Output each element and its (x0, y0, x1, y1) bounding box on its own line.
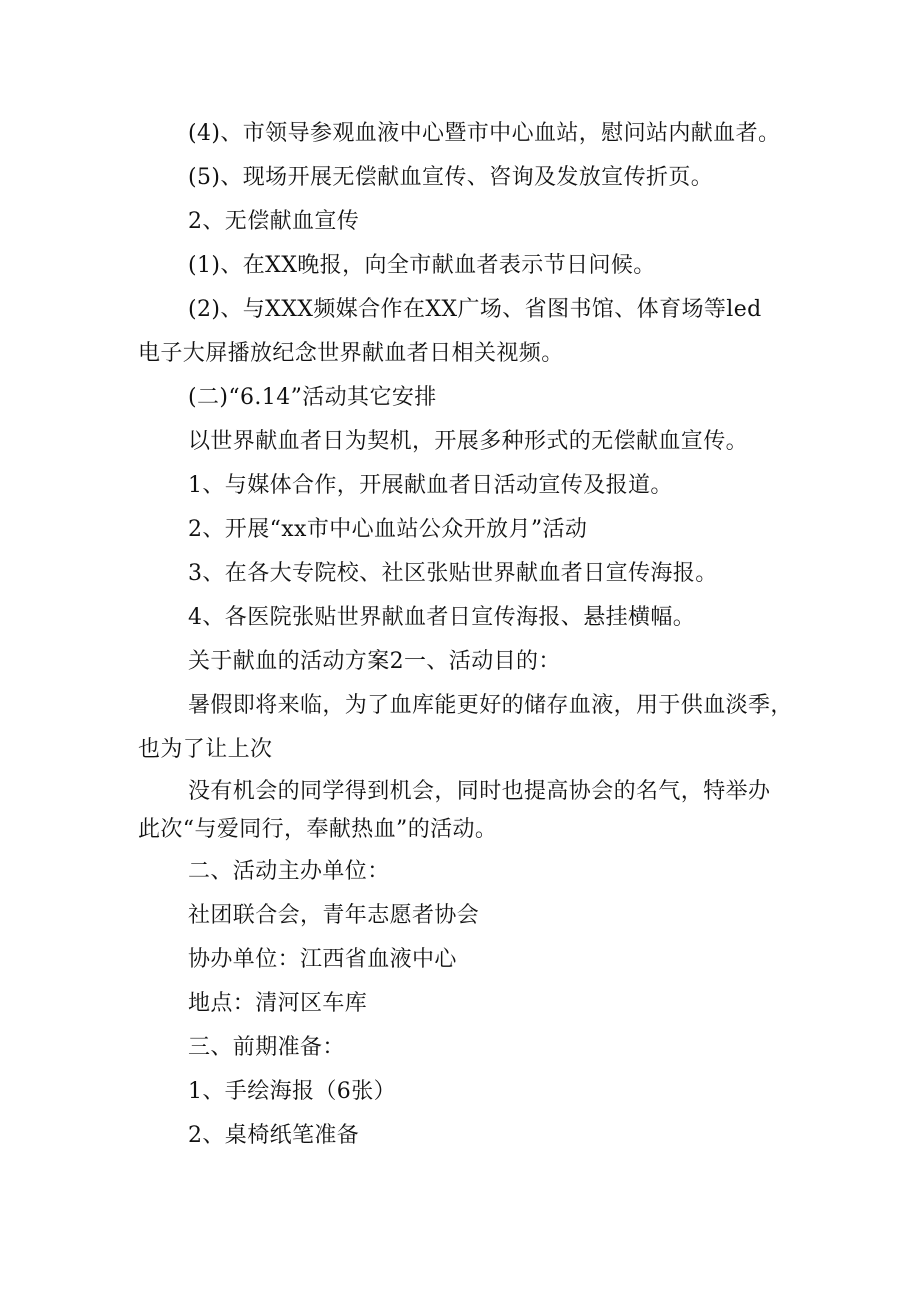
text-line: (二)“6.14”活动其它安排 (188, 385, 437, 410)
text-line: 电子大屏播放纪念世界献血者日相关视频。 (138, 341, 564, 366)
text-line: 1、手绘海报（6张） (188, 1079, 396, 1104)
text-line: 协办单位：江西省血液中心 (188, 947, 457, 972)
text-line: 以世界献血者日为契机，开展多种形式的无偿献血宣传。 (188, 429, 749, 454)
text-line: (2)、与XXX频媒合作在XX广场、省图书馆、体育场等led (188, 297, 762, 322)
text-line: 2、桌椅纸笔准备 (188, 1123, 360, 1148)
text-line: 3、在各大专院校、社区张贴世界献血者日宣传海报。 (188, 561, 718, 586)
text-line: 三、前期准备： (188, 1035, 345, 1060)
text-line: (4)、市领导参观血液中心暨市中心血站，慰问站内献血者。 (188, 121, 781, 146)
text-line: 地点：清河区车库 (188, 991, 368, 1016)
text-line: 也为了让上次 (138, 737, 273, 762)
text-line: 此次“与爱同行，奉献热血”的活动。 (138, 817, 498, 842)
text-line: 4、各医院张贴世界献血者日宣传海报、悬挂横幅。 (188, 605, 696, 630)
text-line: 2、无偿献血宣传 (188, 209, 360, 234)
text-line: 1、与媒体合作，开展献血者日活动宣传及报道。 (188, 473, 673, 498)
text-line: (1)、在XX晚报，向全市献血者表示节日问候。 (188, 253, 656, 278)
text-line: 没有机会的同学得到机会，同时也提高协会的名气，特举办 (188, 779, 771, 804)
text-line: 社团联合会，青年志愿者协会 (188, 903, 480, 928)
text-line: 2、开展“xx市中心血站公众开放月”活动 (188, 517, 588, 542)
text-line: (5)、现场开展无偿献血宣传、咨询及发放宣传折页。 (188, 165, 714, 190)
text-line: 二、活动主办单位： (188, 859, 390, 884)
text-line: 暑假即将来临，为了血库能更好的储存血液，用于供血淡季， (188, 693, 793, 718)
text-line: 关于献血的活动方案2一、活动目的： (188, 649, 561, 674)
